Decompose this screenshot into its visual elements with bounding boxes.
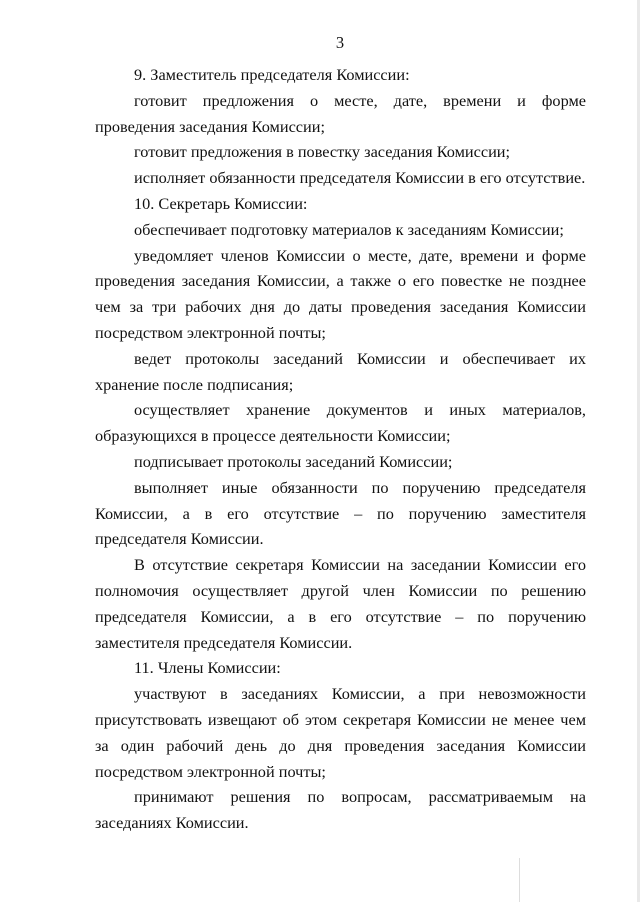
paragraph-secretary-heading: 10. Секретарь Комиссии: xyxy=(134,193,308,213)
paragraph-secretary-duty-6: выполняет иные обязанности по поручению председателя Комиссии, а в его отсутствие – по поручению заместителя председателя Комиссии. xyxy=(95,477,586,549)
paragraph-members-heading: 11. Члены Комиссии: xyxy=(134,658,281,678)
paragraph-secretary-duty-1: обеспечивает подготовку материалов к заседаниям Комиссии; xyxy=(134,219,564,239)
paragraph-secretary-duty-4: осуществляет хранение документов и иных материалов, образующихся в процессе деятельности Комиссии; xyxy=(95,400,586,446)
page-number: 3 xyxy=(335,33,345,52)
paragraph-secretary-duty-2: уведомляет членов Комиссии о месте, дате, времени и форме проведения заседания Комиссии, а также о его повестке не позднее чем за три рабочих дня до даты проведения заседания Комиссии посредством электронной почты; xyxy=(95,245,586,342)
paragraph-secretary-duty-5: подписывает протоколы заседаний Комиссии; xyxy=(134,451,453,471)
paragraph-deputy-chair-duty-2: готовит предложения в повестку заседания Комиссии; xyxy=(134,142,511,162)
paragraph-deputy-chair-duty-1: готовит предложения о месте, дате, времени и форме проведения заседания Комиссии; xyxy=(95,90,586,136)
paragraph-secretary-duty-3: ведет протоколы заседаний Комиссии и обеспечивает их хранение после подписания; xyxy=(95,348,586,394)
document-body xyxy=(95,62,586,836)
paragraph-deputy-chair-duty-3: исполняет обязанности председателя Комиссии в его отсутствие. xyxy=(134,168,586,188)
paragraph-members-duty-1: участвуют в заседаниях Комиссии, а при невозможности присутствовать извещают об этом секретаря Комиссии не менее чем за один рабочий день до дня проведения заседания Комиссии посредством электронной почты; xyxy=(95,684,586,781)
scan-artifact-line xyxy=(519,858,520,902)
paragraph-members-duty-2: принимают решения по вопросам, рассматриваемым на заседаниях Комиссии. xyxy=(95,787,586,833)
paragraph-deputy-chair-heading: 9. Заместитель председателя Комиссии: xyxy=(134,65,410,84)
paragraph-secretary-substitute: В отсутствие секретаря Комиссии на заседании Комиссии его полномочия осуществляет другой член Комиссии по решению председателя Комиссии, а в его отсутствие – по поручению заместителя председателя Комиссии. xyxy=(95,555,586,652)
